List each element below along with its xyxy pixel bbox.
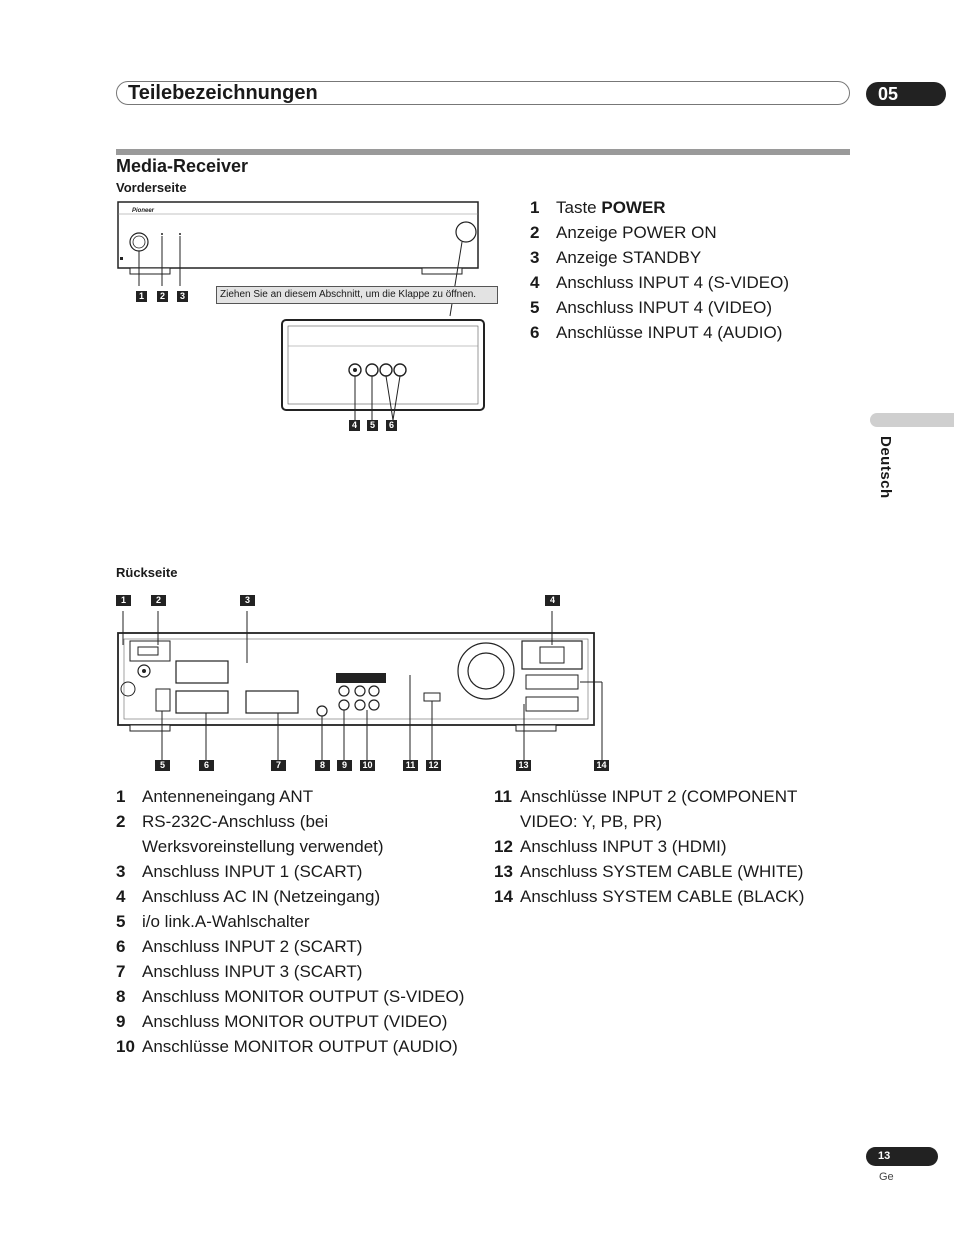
rear-badge-9: 9 (337, 760, 352, 771)
rear-panel-diagram (116, 605, 606, 765)
rear-badge-7: 7 (271, 760, 286, 771)
flap-callout: Ziehen Sie an diesem Abschnitt, um die Klappe zu öffnen. (216, 286, 498, 304)
front-item-4: 4 Anschluss INPUT 4 (S-VIDEO) (530, 273, 790, 292)
front-panel-diagram (116, 196, 506, 436)
rear-item-4: 4 Anschluss AC IN (Netzeingang) (116, 887, 381, 906)
front-badge-2: 2 (157, 291, 168, 302)
front-item-6: 6 Anschlüsse INPUT 4 (AUDIO) (530, 323, 783, 342)
rear-item-9: 9 Anschluss MONITOR OUTPUT (VIDEO) (116, 1012, 448, 1031)
rear-badge-13: 13 (516, 760, 531, 771)
rear-item-7: 7 Anschluss INPUT 3 (SCART) (116, 962, 363, 981)
front-item-5: 5 Anschluss INPUT 4 (VIDEO) (530, 298, 773, 317)
front-badge-4: 4 (349, 420, 360, 431)
rear-item-10: 10 Anschlüsse MONITOR OUTPUT (AUDIO) (116, 1037, 458, 1056)
rear-badge-6: 6 (199, 760, 214, 771)
rear-badge-12: 12 (426, 760, 441, 771)
rear-badge-5: 5 (155, 760, 170, 771)
rear-badge-14: 14 (594, 760, 609, 771)
rear-item-11: 11 Anschlüsse INPUT 2 (COMPONENT VIDEO: Y, PB, PR) (494, 787, 798, 831)
rear-badge-11: 11 (403, 760, 418, 771)
rear-item-1: 1 Antenneneingang ANT (116, 787, 314, 806)
rear-item-2: 2 RS-232C-Anschluss (bei Werksvoreinstellung verwendet) (116, 812, 384, 856)
rear-item-12: 12 Anschluss INPUT 3 (HDMI) (494, 837, 727, 856)
section-title: Media-Receiver (116, 156, 249, 176)
rear-badge-3: 3 (240, 595, 255, 606)
rear-badge-4: 4 (545, 595, 560, 606)
page-language-code: Ge (879, 1171, 894, 1183)
front-parts-list (530, 195, 830, 345)
rear-parts-list-left (116, 784, 466, 1059)
rear-badge-1: 1 (116, 595, 131, 606)
chapter-number: 05 (866, 82, 946, 106)
front-badge-3: 3 (177, 291, 188, 302)
front-item-2: 2 Anzeige POWER ON (530, 223, 717, 242)
rear-item-13: 13 Anschluss SYSTEM CABLE (WHITE) (494, 862, 804, 881)
rear-badge-2: 2 (151, 595, 166, 606)
rear-parts-list-right (494, 784, 834, 909)
rear-item-14: 14 Anschluss SYSTEM CABLE (BLACK) (494, 887, 805, 906)
front-view-label: Vorderseite (116, 180, 187, 195)
section-rule (116, 149, 850, 155)
front-badge-6: 6 (386, 420, 397, 431)
page-title: Teilebezeichnungen (128, 82, 318, 104)
front-item-1: 1 Taste POWER (530, 198, 666, 217)
rear-badge-10: 10 (360, 760, 375, 771)
brand-logo: Pioneer (132, 208, 155, 214)
rear-item-5: 5 i/o link.A-Wahlschalter (116, 912, 310, 931)
rear-item-3: 3 Anschluss INPUT 1 (SCART) (116, 862, 363, 881)
language-label: Deutsch (877, 436, 894, 499)
page-number: 13 (866, 1147, 938, 1166)
rear-badge-8: 8 (315, 760, 330, 771)
language-tab (870, 413, 954, 427)
rear-view-label: Rückseite (116, 565, 178, 580)
front-item-3: 3 Anzeige STANDBY (530, 248, 702, 267)
front-badge-5: 5 (367, 420, 378, 431)
rear-item-8: 8 Anschluss MONITOR OUTPUT (S-VIDEO) (116, 987, 465, 1006)
front-badge-1: 1 (136, 291, 147, 302)
rear-item-6: 6 Anschluss INPUT 2 (SCART) (116, 937, 363, 956)
